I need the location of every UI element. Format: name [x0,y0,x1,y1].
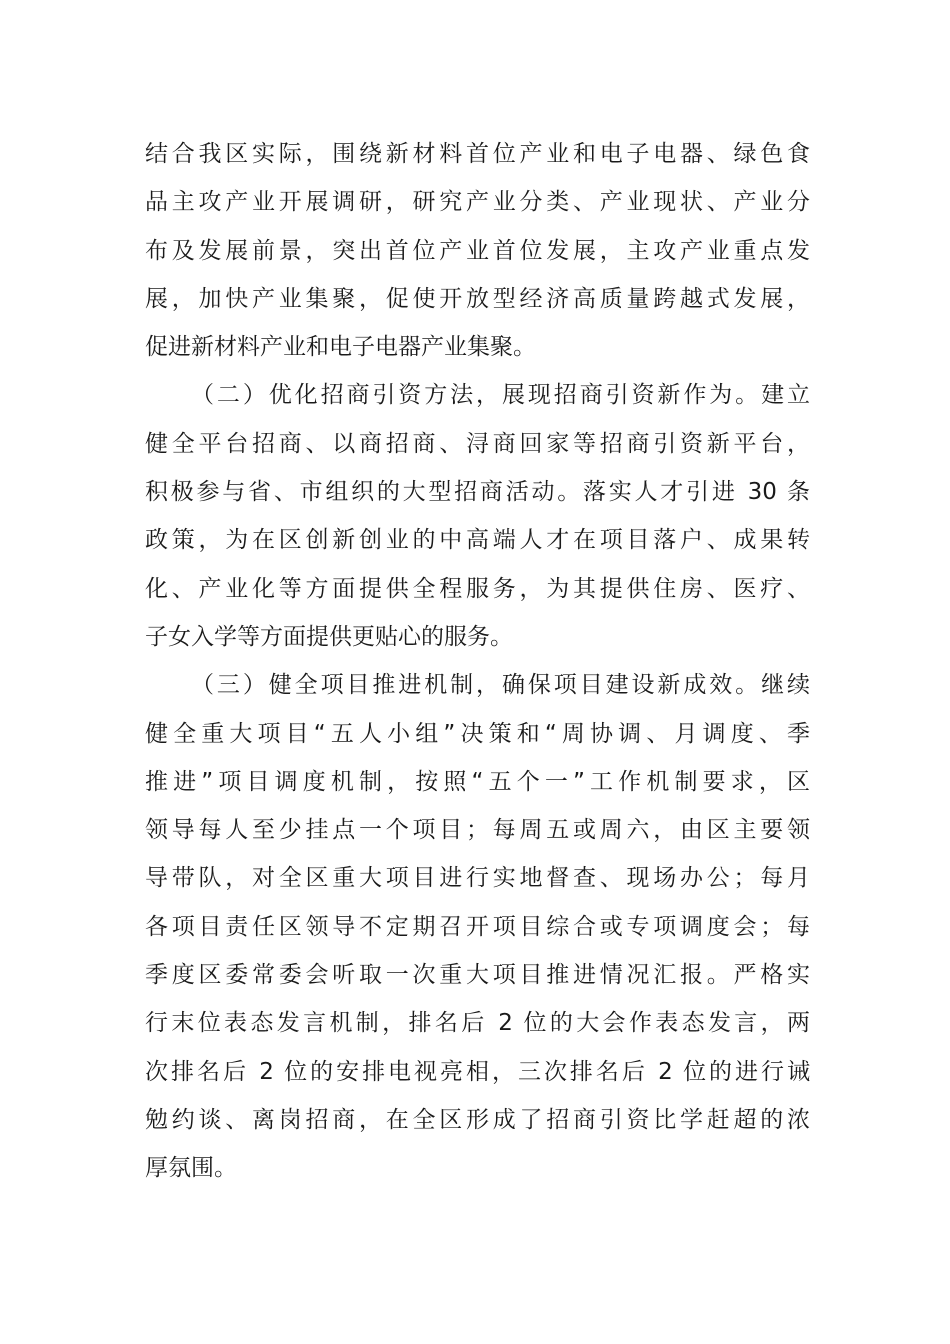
text-line: （二）优化招商引资方法，展现招商引资新作为。建立 [191,382,810,409]
text-line: 导带队，对全区重大项目进行实地督查、现场办公；每月 [145,865,810,892]
text-line: 行末位表态发言机制，排名后 2 位的大会作表态发言，两 [145,1010,810,1037]
text-line: 健全重大项目“五人小组”决策和“周协调、月调度、季 [145,720,810,747]
text-line: 化、产业化等方面提供全程服务，为其提供住房、医疗、 [145,575,810,602]
text-line: 次排名后 2 位的安排电视亮相，三次排名后 2 位的进行诫 [145,1058,810,1085]
paragraph-continued [145,130,810,371]
text-line: （三）健全项目推进机制，确保项目建设新成效。继续 [191,672,810,699]
text-line: 勉约谈、离岗招商，在全区形成了招商引资比学赶超的浓 [145,1106,810,1133]
text-line: 积极参与省、市组织的大型招商活动。落实人才引进 30 条 [145,479,810,506]
document-body [145,130,810,1193]
text-line: 厚氛围。 [145,1155,237,1182]
paragraph-section-2 [145,371,810,661]
text-line: 健全平台招商、以商招商、浔商回家等招商引资新平台， [145,430,810,457]
text-line: 各项目责任区领导不定期召开项目综合或专项调度会；每 [145,913,810,940]
text-line: 促进新材料产业和电子电器产业集聚。 [145,334,536,361]
text-line: 展，加快产业集聚，促使开放型经济高质量跨越式发展， [145,285,810,312]
text-line: 子女入学等方面提供更贴心的服务。 [145,623,513,650]
text-line: 季度区委常委会听取一次重大项目推进情况汇报。严格实 [145,962,810,989]
text-line: 政策，为在区创新创业的中高端人才在项目落户、成果转 [145,527,810,554]
text-line: 布及发展前景，突出首位产业首位发展，主攻产业重点发 [145,237,810,264]
paragraph-section-3 [145,661,810,1192]
text-line: 推进”项目调度机制，按照“五个一”工作机制要求，区 [145,768,810,795]
text-line: 领导每人至少挂点一个项目；每周五或周六，由区主要领 [145,817,810,844]
text-line: 品主攻产业开展调研，研究产业分类、产业现状、产业分 [145,189,810,216]
text-line: 结合我区实际，围绕新材料首位产业和电子电器、绿色食 [145,141,810,167]
